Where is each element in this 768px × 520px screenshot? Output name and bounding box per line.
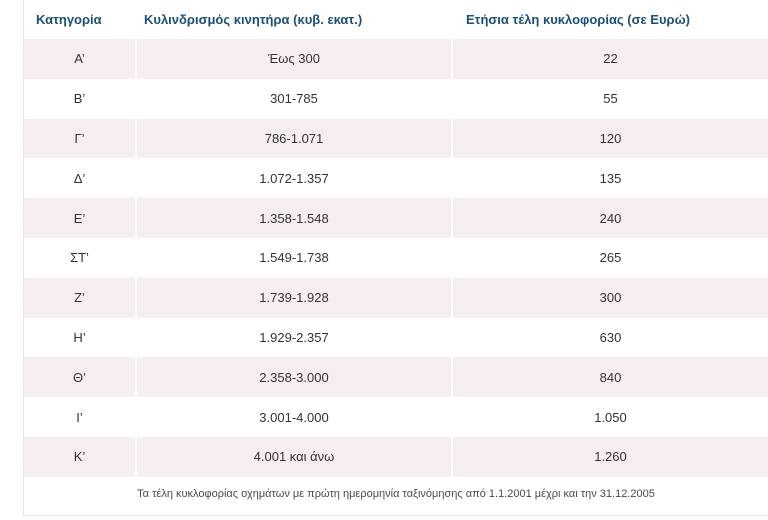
table-row xyxy=(24,79,768,119)
cell-engine-capacity: 786-1.071 xyxy=(136,119,452,159)
table-row xyxy=(24,158,768,198)
cell-category: Γ’ xyxy=(24,119,136,159)
cell-category: Ε’ xyxy=(24,198,136,238)
header-engine-capacity: Κυλινδρισμός κινητήρα (κυβ. εκατ.) xyxy=(136,0,452,39)
table-row xyxy=(24,437,768,477)
cell-engine-capacity: 1.358-1.548 xyxy=(136,198,452,238)
cell-category: Α’ xyxy=(24,39,136,79)
cell-annual-fee: 22 xyxy=(452,39,768,79)
cell-category: Η’ xyxy=(24,318,136,358)
cell-annual-fee: 265 xyxy=(452,238,768,278)
cell-engine-capacity: 301-785 xyxy=(136,79,452,119)
cell-category: Ι’ xyxy=(24,397,136,437)
cell-category: Δ’ xyxy=(24,158,136,198)
table-row xyxy=(24,278,768,318)
circulation-tax-table xyxy=(24,0,768,477)
cell-annual-fee: 1.260 xyxy=(452,437,768,477)
cell-annual-fee: 135 xyxy=(452,158,768,198)
table-row xyxy=(24,238,768,278)
cell-engine-capacity: Έως 300 xyxy=(136,39,452,79)
cell-annual-fee: 630 xyxy=(452,318,768,358)
cell-engine-capacity: 3.001-4.000 xyxy=(136,397,452,437)
cell-category: Β’ xyxy=(24,79,136,119)
cell-annual-fee: 55 xyxy=(452,79,768,119)
table-row xyxy=(24,397,768,437)
cell-engine-capacity: 1.929-2.357 xyxy=(136,318,452,358)
table-row xyxy=(24,119,768,159)
table-row xyxy=(24,198,768,238)
panel-bottom-border xyxy=(23,515,768,516)
header-annual-fee: Ετήσια τέλη κυκλοφορίας (σε Ευρώ) xyxy=(452,0,768,39)
cell-annual-fee: 240 xyxy=(452,198,768,238)
table-row xyxy=(24,39,768,79)
cell-annual-fee: 840 xyxy=(452,357,768,397)
cell-engine-capacity: 2.358-3.000 xyxy=(136,357,452,397)
cell-engine-capacity: 1.072-1.357 xyxy=(136,158,452,198)
cell-category: ΣΤ’ xyxy=(24,238,136,278)
cell-engine-capacity: 1.549-1.738 xyxy=(136,238,452,278)
cell-category: Ζ’ xyxy=(24,278,136,318)
table-footnote: Τα τέλη κυκλοφορίας οχημάτων με πρώτη ημερομηνία ταξινόμησης από 1.1.2001 μέχρι και την 31.12.2005 xyxy=(137,488,655,500)
table-row xyxy=(24,318,768,358)
table-header-row xyxy=(24,0,768,39)
cell-category: Κ’ xyxy=(24,437,136,477)
cell-annual-fee: 120 xyxy=(452,119,768,159)
cell-category: Θ’ xyxy=(24,357,136,397)
table-row xyxy=(24,357,768,397)
cell-engine-capacity: 1.739-1.928 xyxy=(136,278,452,318)
cell-annual-fee: 300 xyxy=(452,278,768,318)
cell-engine-capacity: 4.001 και άνω xyxy=(136,437,452,477)
header-category: Κατηγορία xyxy=(24,0,136,39)
cell-annual-fee: 1.050 xyxy=(452,397,768,437)
